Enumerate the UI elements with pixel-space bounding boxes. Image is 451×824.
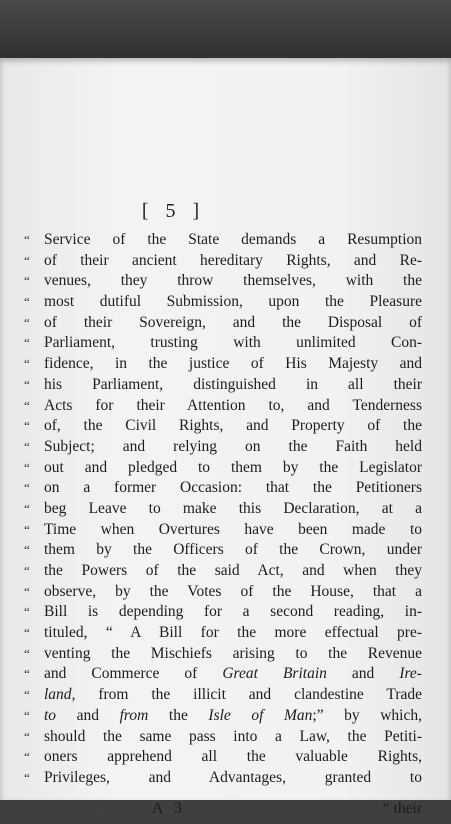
line-text: land, from the illicit and clandestine Trade [44, 686, 422, 704]
text-line [24, 561, 422, 582]
text-line [24, 416, 422, 437]
book-page [0, 58, 451, 817]
quote-mark: “ [24, 521, 30, 537]
text-line [24, 499, 422, 520]
quote-mark: “ [24, 769, 30, 785]
quote-mark: “ [24, 418, 30, 434]
quote-mark: “ [24, 480, 30, 496]
quote-mark: “ [24, 356, 30, 372]
quote-mark: “ [24, 728, 30, 744]
quote-mark: “ [24, 749, 30, 765]
text-line [24, 520, 422, 541]
quote-mark: “ [24, 459, 30, 475]
quote-mark: “ [24, 707, 30, 723]
line-text: Acts for their Attention to, and Tenderness [44, 396, 422, 414]
line-text: Time when Overtures have been made to [44, 520, 422, 538]
line-text: of, the Civil Rights, and Property of the [44, 417, 422, 435]
text-line [24, 602, 422, 623]
quote-mark: “ [24, 645, 30, 661]
text-line [24, 623, 422, 644]
text-line [24, 664, 422, 685]
line-text: of their Sovereign, and the Disposal of [44, 313, 422, 331]
quote-mark: “ [24, 542, 30, 558]
signature-mark: A 3 [152, 800, 186, 817]
quote-mark: “ [24, 625, 30, 641]
quote-mark: “ [24, 273, 30, 289]
line-text: and Commerce of Great Britain and Ire- [44, 665, 422, 683]
page-footer [24, 800, 422, 824]
quote-mark: “ [24, 563, 30, 578]
quote-mark: “ [24, 500, 30, 516]
line-text: them by the Officers of the Crown, under [44, 541, 422, 559]
line-text: oners apprehend all the valuable Rights, [44, 748, 422, 766]
line-text: his Parliament, distinguished in all their [44, 375, 422, 393]
text-line [24, 458, 422, 479]
text-line [24, 540, 422, 561]
text-line [24, 437, 422, 458]
text-line [24, 706, 422, 727]
ink-mark: , [100, 806, 103, 817]
text-line [24, 644, 422, 665]
quote-mark: “ [24, 335, 30, 351]
line-text: venues, they throw themselves, with the [44, 272, 422, 290]
text-line [24, 271, 422, 292]
line-text: of their ancient hereditary Rights, and Re- [44, 251, 422, 269]
quote-mark: “ [24, 232, 30, 247]
quote-mark: “ [24, 687, 30, 703]
line-text: tituled, “ A Bill for the more effectual pre- [44, 624, 422, 642]
line-text: Subject; and relying on the Faith held [44, 437, 422, 455]
scan-backdrop [0, 0, 451, 62]
text-line [24, 375, 422, 396]
text-line [24, 582, 422, 603]
body-text [24, 230, 422, 789]
quote-mark: “ [24, 438, 30, 454]
line-text: Service of the State demands a Resumption [44, 231, 422, 248]
line-text: should the same pass into a Law, the Petiti- [44, 727, 422, 745]
line-text: Parliament, trusting with unlimited Con- [44, 334, 422, 352]
quote-mark: “ [24, 376, 30, 392]
page-number: [ 5 ] [141, 200, 206, 222]
text-line [24, 230, 422, 251]
catchword: “ their [382, 800, 422, 817]
quote-mark: “ [24, 314, 30, 330]
quote-mark: “ [24, 583, 30, 599]
line-text: beg Leave to make this Declaration, at a [44, 499, 422, 517]
quote-mark: “ [24, 666, 30, 682]
line-text: venting the Mischiefs arising to the Revenue [44, 644, 422, 662]
line-text: observe, by the Votes of the House, that a [44, 582, 422, 600]
line-text: most dutiful Submission, upon the Pleasure [44, 293, 422, 311]
line-text: Privileges, and Advantages, granted to [44, 768, 422, 786]
quote-mark: “ [24, 604, 30, 620]
line-text: to and from the Isle of Man;” by which, [44, 706, 422, 724]
text-line [24, 313, 422, 334]
line-text: Bill is depending for a second reading, in- [44, 603, 422, 621]
text-line [24, 251, 422, 272]
quote-mark: “ [24, 252, 30, 268]
text-line [24, 333, 422, 354]
text-line [24, 747, 422, 768]
quote-mark: “ [24, 294, 30, 310]
text-line [24, 727, 422, 748]
text-line [24, 354, 422, 375]
line-text: the Powers of the said Act, and when they [44, 562, 422, 579]
line-text: out and pledged to them by the Legislator [44, 458, 422, 476]
text-line [24, 478, 422, 499]
line-text: fidence, in the justice of His Majesty and [44, 355, 422, 373]
text-line [24, 685, 422, 706]
text-line [24, 768, 422, 789]
quote-mark: “ [24, 397, 30, 413]
text-line [24, 292, 422, 313]
text-line [24, 396, 422, 417]
line-text: on a former Occasion: that the Petitioners [44, 479, 422, 497]
